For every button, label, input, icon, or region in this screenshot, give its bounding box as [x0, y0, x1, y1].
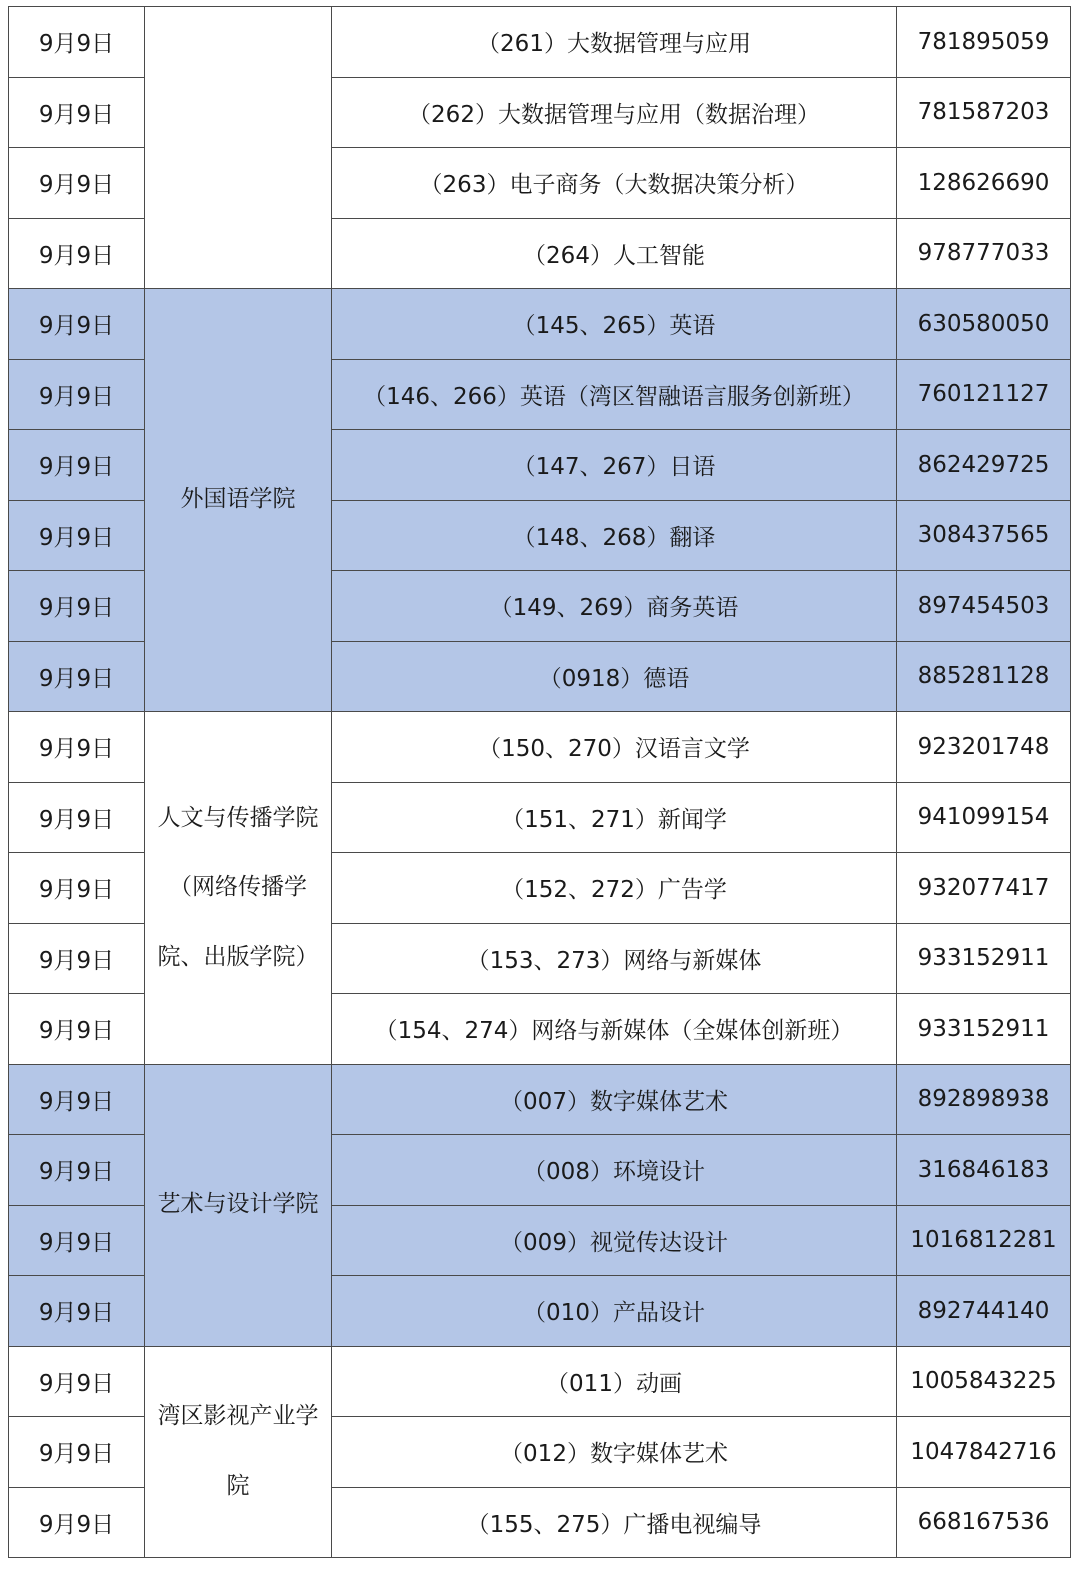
group-number-cell: 781587203 [897, 77, 1071, 148]
college-cell: 艺术与设计学院 [145, 1064, 332, 1346]
college-cell [145, 7, 332, 289]
date-cell: 9月9日 [9, 1276, 145, 1347]
group-number-cell: 932077417 [897, 853, 1071, 924]
date-cell: 9月9日 [9, 853, 145, 924]
group-number-cell: 316846183 [897, 1135, 1071, 1206]
date-cell: 9月9日 [9, 1205, 145, 1276]
major-cell: （152、272）广告学 [332, 853, 897, 924]
date-cell: 9月9日 [9, 430, 145, 501]
college-cell: 外国语学院 [145, 289, 332, 712]
group-number-cell: 668167536 [897, 1487, 1071, 1558]
date-cell: 9月9日 [9, 571, 145, 642]
major-cell: （011）动画 [332, 1346, 897, 1417]
major-cell: （147、267）日语 [332, 430, 897, 501]
group-number-cell: 630580050 [897, 289, 1071, 360]
group-number-cell: 760121127 [897, 359, 1071, 430]
group-number-cell: 933152911 [897, 923, 1071, 994]
date-cell: 9月9日 [9, 994, 145, 1065]
group-number-cell: 308437565 [897, 500, 1071, 571]
date-cell: 9月9日 [9, 359, 145, 430]
major-cell: （150、270）汉语言文学 [332, 712, 897, 783]
major-cell: （154、274）网络与新媒体（全媒体创新班） [332, 994, 897, 1065]
group-number-cell: 941099154 [897, 782, 1071, 853]
major-cell: （153、273）网络与新媒体 [332, 923, 897, 994]
table-row [9, 1064, 1071, 1135]
major-cell: （151、271）新闻学 [332, 782, 897, 853]
major-cell: （263）电子商务（大数据决策分析） [332, 148, 897, 219]
group-number-cell: 933152911 [897, 994, 1071, 1065]
group-number-cell: 885281128 [897, 641, 1071, 712]
major-cell: （010）产品设计 [332, 1276, 897, 1347]
group-number-cell: 128626690 [897, 148, 1071, 219]
date-cell: 9月9日 [9, 148, 145, 219]
major-cell: （008）环境设计 [332, 1135, 897, 1206]
group-number-cell: 1005843225 [897, 1346, 1071, 1417]
major-cell: （149、269）商务英语 [332, 571, 897, 642]
major-cell: （009）视觉传达设计 [332, 1205, 897, 1276]
table-row [9, 7, 1071, 78]
schedule-table [8, 6, 1071, 1558]
group-number-cell: 1047842716 [897, 1417, 1071, 1488]
group-number-cell: 897454503 [897, 571, 1071, 642]
date-cell: 9月9日 [9, 1346, 145, 1417]
table-row [9, 289, 1071, 360]
date-cell: 9月9日 [9, 7, 145, 78]
group-number-cell: 892898938 [897, 1064, 1071, 1135]
major-cell: （264）人工智能 [332, 218, 897, 289]
college-cell: 湾区影视产业学院 [145, 1346, 332, 1558]
major-cell: （012）数字媒体艺术 [332, 1417, 897, 1488]
table-row [9, 712, 1071, 783]
date-cell: 9月9日 [9, 1487, 145, 1558]
group-number-cell: 978777033 [897, 218, 1071, 289]
major-cell: （261）大数据管理与应用 [332, 7, 897, 78]
major-cell: （007）数字媒体艺术 [332, 1064, 897, 1135]
group-number-cell: 892744140 [897, 1276, 1071, 1347]
major-cell: （0918）德语 [332, 641, 897, 712]
date-cell: 9月9日 [9, 712, 145, 783]
major-cell: （148、268）翻译 [332, 500, 897, 571]
date-cell: 9月9日 [9, 218, 145, 289]
date-cell: 9月9日 [9, 641, 145, 712]
major-cell: （146、266）英语（湾区智融语言服务创新班） [332, 359, 897, 430]
date-cell: 9月9日 [9, 1135, 145, 1206]
major-cell: （262）大数据管理与应用（数据治理） [332, 77, 897, 148]
major-cell: （145、265）英语 [332, 289, 897, 360]
table-row [9, 1346, 1071, 1417]
date-cell: 9月9日 [9, 1064, 145, 1135]
group-number-cell: 1016812281 [897, 1205, 1071, 1276]
date-cell: 9月9日 [9, 77, 145, 148]
date-cell: 9月9日 [9, 923, 145, 994]
group-number-cell: 862429725 [897, 430, 1071, 501]
date-cell: 9月9日 [9, 289, 145, 360]
group-number-cell: 781895059 [897, 7, 1071, 78]
date-cell: 9月9日 [9, 782, 145, 853]
major-cell: （155、275）广播电视编导 [332, 1487, 897, 1558]
date-cell: 9月9日 [9, 500, 145, 571]
date-cell: 9月9日 [9, 1417, 145, 1488]
college-cell: 人文与传播学院（网络传播学院、出版学院） [145, 712, 332, 1065]
group-number-cell: 923201748 [897, 712, 1071, 783]
